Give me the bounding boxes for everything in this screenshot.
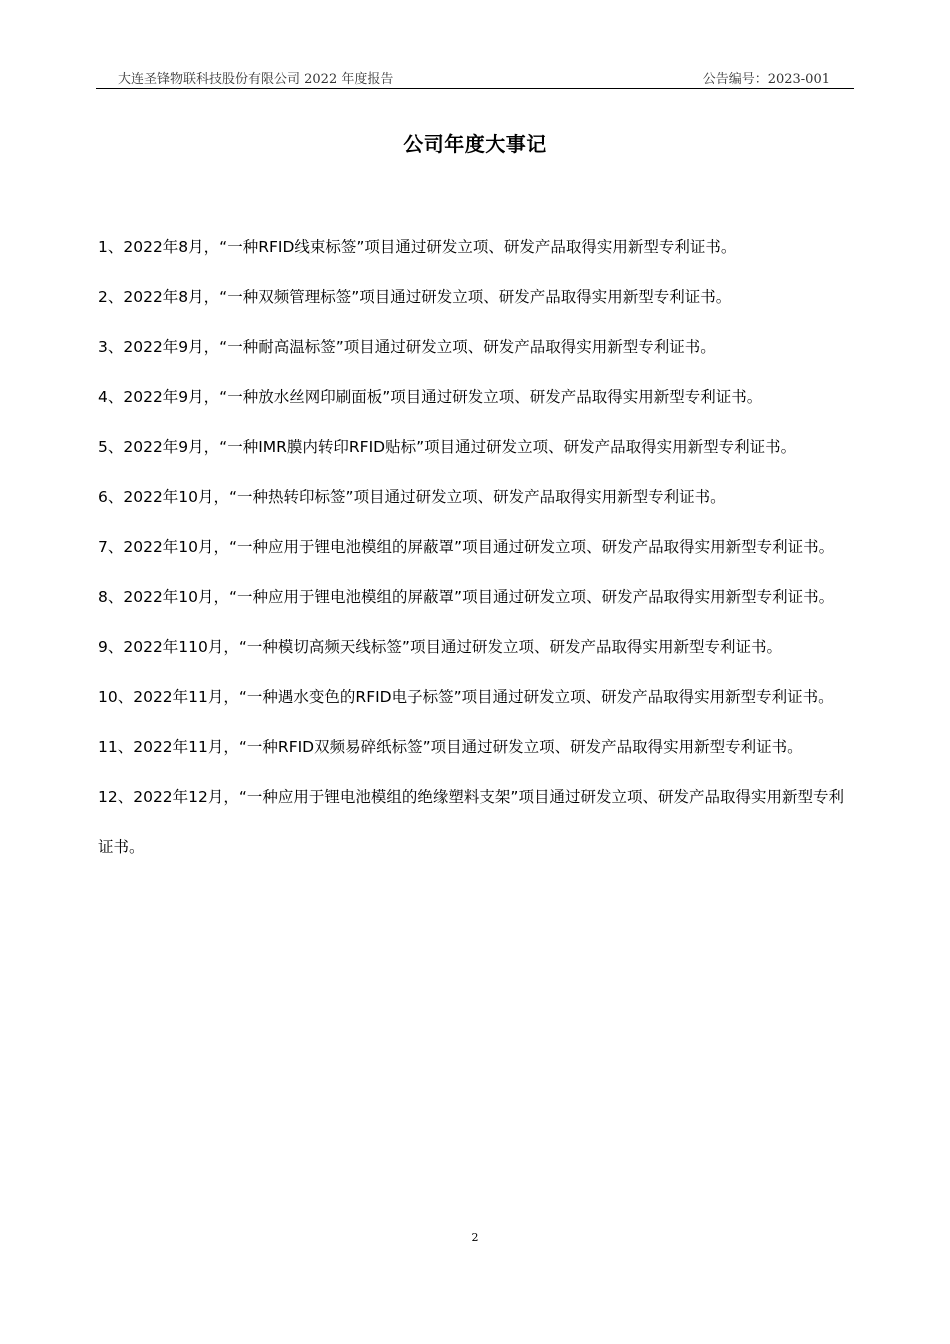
event-item: 3、2022年9月，“一种耐高温标签”项目通过研发立项、研发产品取得实用新型专利证书。: [98, 338, 716, 356]
page-title: 公司年度大事记: [403, 132, 547, 156]
header-company-report: 大连圣锋物联科技股份有限公司 2022 年度报告: [118, 72, 394, 87]
page-header: [96, 66, 854, 89]
event-item: 8、2022年10月，“一种应用于锂电池模组的屏蔽罩”项目通过研发立项、研发产品取得实用新型专利证书。: [98, 588, 835, 606]
event-item: 11、2022年11月，“一种RFID双频易碎纸标签”项目通过研发立项、研发产品取得实用新型专利证书。: [98, 738, 803, 756]
event-item: 9、2022年110月，“一种模切高频天线标签”项目通过研发立项、研发产品取得实用新型专利证书。: [98, 638, 782, 656]
event-item: 6、2022年10月，“一种热转印标签”项目通过研发立项、研发产品取得实用新型专利证书。: [98, 488, 726, 506]
event-item: 1、2022年8月，“一种RFID线束标签”项目通过研发立项、研发产品取得实用新型专利证书。: [98, 238, 737, 256]
event-item: 12、2022年12月，“一种应用于锂电池模组的绝缘塑料支架”项目通过研发立项、研发产品取得实用新型专利证书。: [98, 788, 844, 856]
event-item: 7、2022年10月，“一种应用于锂电池模组的屏蔽罩”项目通过研发立项、研发产品取得实用新型专利证书。: [98, 538, 835, 556]
event-list: [98, 222, 854, 872]
event-item: 2、2022年8月，“一种双频管理标签”项目通过研发立项、研发产品取得实用新型专利证书。: [98, 288, 732, 306]
event-item: 4、2022年9月，“一种放水丝网印刷面板”项目通过研发立项、研发产品取得实用新型专利证书。: [98, 388, 763, 406]
event-item: 5、2022年9月，“一种IMR膜内转印RFID贴标”项目通过研发立项、研发产品取得实用新型专利证书。: [98, 438, 797, 456]
header-announcement-number: 公告编号：2023-001: [702, 72, 830, 87]
page-number: 2: [471, 1231, 479, 1244]
event-item: 10、2022年11月，“一种遇水变色的RFID电子标签”项目通过研发立项、研发产品取得实用新型专利证书。: [98, 688, 834, 706]
